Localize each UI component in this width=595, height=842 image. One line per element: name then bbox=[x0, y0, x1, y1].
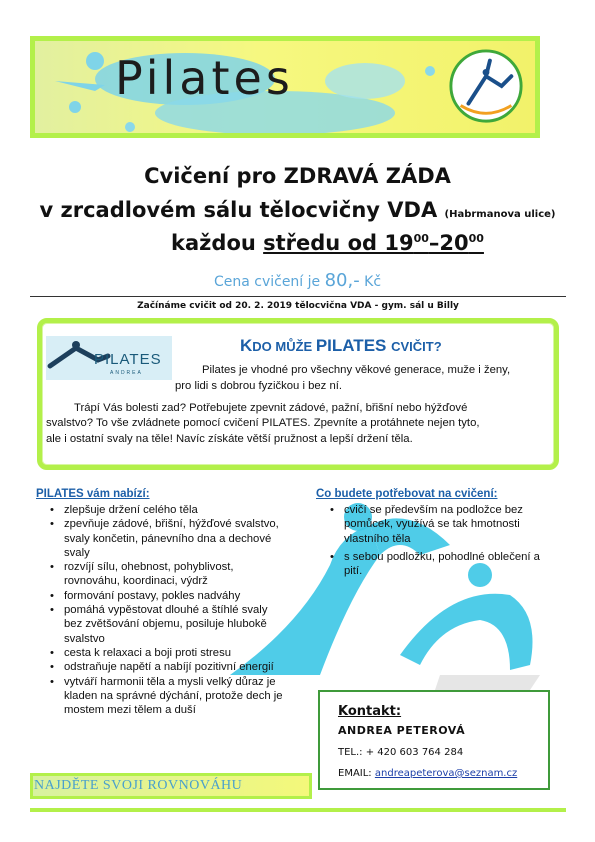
phone-number: + 420 603 764 284 bbox=[365, 747, 464, 758]
email-label: EMAIL: bbox=[338, 768, 372, 779]
svg-text:PILATES: PILATES bbox=[94, 351, 162, 368]
who-text-line: Pilates je vhodné pro všechny věkové generace, muže i ženy, bbox=[202, 364, 511, 376]
list-item: • odstraňuje napětí a nabíjí pozitivní energií bbox=[48, 660, 288, 674]
banner-title: Pilates bbox=[115, 51, 294, 105]
who-text-line: ale i ostatní svaly na těle! Navíc získáte větší pružnost a lepší držení těla. bbox=[46, 433, 413, 445]
pilates-pose-logo-icon bbox=[447, 47, 525, 125]
who-text-line: Trápí Vás bolesti zad? Potřebujete zpevnit zádové, pažní, břišní nebo hýžďové bbox=[74, 402, 468, 414]
list-item: • pomáhá vypěstovat dlouhé a štíhlé svaly bez zvětšování objemu, posiluje hlubokě svalstvo bbox=[48, 603, 288, 646]
needs-title: Co budete potřebovat na cvičení: bbox=[316, 488, 498, 500]
slogan-text: NAJDĚTE SVOJI ROVNOVÁHU bbox=[34, 778, 243, 793]
contact-name: ANDREA PETEROVÁ bbox=[338, 724, 466, 737]
start-date-line: Začínáme cvičit od 20. 2. 2019 tělocvična VDA - gym. sál u Billy bbox=[30, 296, 566, 311]
svg-text:ANDREA: ANDREA bbox=[110, 370, 143, 376]
list-item: • formování postavy, pokles nadváhy bbox=[48, 589, 288, 603]
contact-phone bbox=[338, 747, 463, 758]
who-heading: KDO MŮŽE PILATES CVIČIT? bbox=[240, 336, 442, 355]
who-text-line: pro lidi s dobrou fyzičkou i bez ní. bbox=[175, 380, 343, 392]
price-line: Cena cvičení je 80,- Kč bbox=[213, 270, 382, 291]
main-heading-line3 bbox=[0, 231, 595, 255]
footer-line bbox=[30, 808, 566, 812]
needs-list bbox=[328, 503, 558, 578]
heading-street: (Habrmanova ulice) bbox=[444, 209, 556, 220]
benefits-list bbox=[48, 503, 288, 717]
main-heading-line2 bbox=[0, 198, 595, 222]
benefits-title: PILATES vám nabízí: bbox=[36, 488, 150, 500]
who-text-line: svalstvo? To vše zvládnete pomocí cvičení PILATES. Zpevníte a protáhnete nejen tyto, bbox=[46, 417, 480, 429]
list-item: • vytváří harmonii těla a mysli velký důraz je kladen na správné dýchání, protože dech je mostem mezi tělem a duší bbox=[48, 675, 288, 718]
list-item: • zpevňuje zádové, břišní, hýžďové svalstvo, svaly končetin, pánevního dna a dechové svaly bbox=[48, 517, 288, 560]
heading-day-time: středu od $19^{00}-20^{00}$ bbox=[263, 231, 484, 255]
phone-label: TEL.: bbox=[338, 747, 363, 758]
email-link[interactable]: andreapeterova@seznam.cz bbox=[374, 768, 518, 779]
list-item: • cvičí se především na podložce bez pomůcek, využívá se tak hmotnosti vlastního těla bbox=[328, 503, 558, 546]
contact-title: Kontakt: bbox=[338, 704, 402, 719]
heading-each: každou bbox=[171, 231, 264, 255]
heading-venue: v zrcadlovém sálu tělocvičny VDA bbox=[39, 198, 438, 222]
header-banner bbox=[30, 36, 540, 138]
list-item: • rozvíjí sílu, ohebnost, pohyblivost, rovnováhu, koordinaci, výdrž bbox=[48, 560, 288, 589]
price-amount: 80,- bbox=[324, 270, 360, 291]
list-item: • cesta k relaxaci a boji proti stresu bbox=[48, 646, 288, 660]
contact-email bbox=[338, 768, 517, 779]
list-item: • s sebou podložku, pohodlné oblečení a pití. bbox=[328, 550, 558, 579]
main-heading-line1: Cvičení pro ZDRAVÁ ZÁDA bbox=[144, 164, 451, 188]
list-item: • zlepšuje držení celého těla bbox=[48, 503, 288, 517]
pilates-andrea-logo bbox=[46, 336, 172, 380]
